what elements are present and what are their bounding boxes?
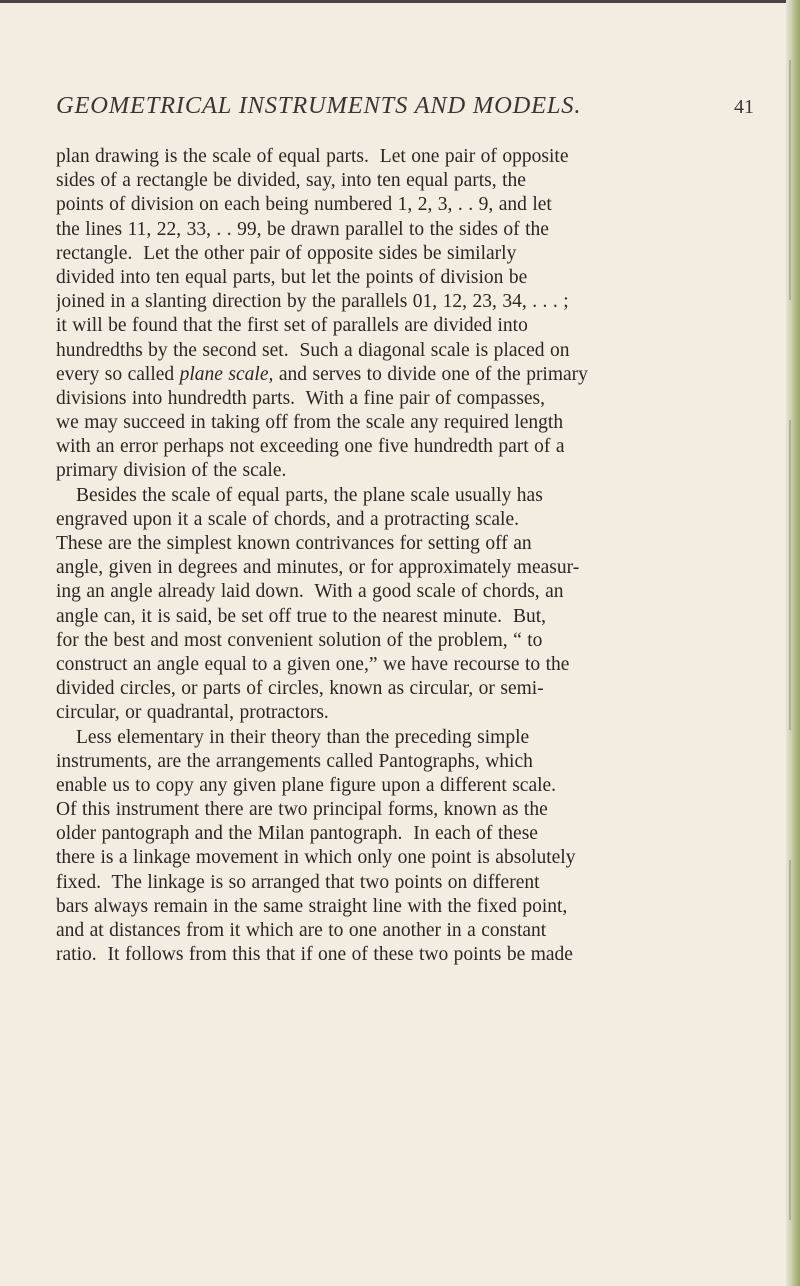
text-line xyxy=(56,411,772,435)
text-segment: bars always remain in the same straight line with the fixed point, xyxy=(56,895,568,917)
top-edge-rule xyxy=(0,0,790,3)
text-line xyxy=(56,822,772,846)
text-segment: divided into ten equal parts, but let the points of division be xyxy=(56,266,528,288)
text-line xyxy=(56,508,772,532)
paragraph xyxy=(56,726,772,968)
text-segment: hundredths by the second set. Such a diagonal scale is placed on xyxy=(56,339,570,361)
text-line xyxy=(56,677,772,701)
text-segment: divisions into hundredth parts. With a fine pair of compasses, xyxy=(56,387,546,409)
text-line xyxy=(56,459,772,483)
paragraph xyxy=(56,145,772,484)
text-segment: we may succeed in taking off from the scale any required length xyxy=(56,412,564,434)
body-text xyxy=(56,145,772,967)
text-segment: ing an angle already laid down. With a good scale of chords, an xyxy=(56,581,564,603)
text-segment: angle, given in degrees and minutes, or for approximately measur- xyxy=(56,557,580,579)
text-line xyxy=(56,774,772,798)
text-segment: rectangle. Let the other pair of opposite sides be similarly xyxy=(56,242,517,264)
text-segment: points of division on each being numbered 1, 2, 3, . . 9, and let xyxy=(56,194,552,216)
text-segment: every so called xyxy=(56,363,180,385)
text-segment: Less elementary in their theory than the preceding simple xyxy=(76,726,530,748)
text-line xyxy=(56,266,772,290)
text-segment: instruments, are the arrangements called Pantographs, which xyxy=(56,750,533,772)
text-segment: for the best and most convenient solution of the problem, “ to xyxy=(56,629,543,651)
italic-term: plane scale, xyxy=(179,363,274,385)
paragraph xyxy=(56,484,772,726)
text-line xyxy=(56,290,772,314)
page-number: 41 xyxy=(734,96,754,118)
text-segment: there is a linkage movement in which only one point is absolutely xyxy=(56,847,576,869)
text-segment: enable us to copy any given plane figure upon a different scale. xyxy=(56,774,557,796)
text-line xyxy=(56,701,772,725)
text-segment: angle can, it is said, be set off true to the nearest minute. But, xyxy=(56,605,546,627)
text-line xyxy=(56,943,772,967)
text-segment: construct an angle equal to a given one,” we have recourse to the xyxy=(56,653,570,675)
text-segment: older pantograph and the Milan pantograph. In each of these xyxy=(56,823,538,845)
text-segment: and serves to divide one of the primary xyxy=(273,363,588,385)
text-segment: ratio. It follows from this that if one of these two points be made xyxy=(56,944,573,966)
text-segment: fixed. The linkage is so arranged that two points on different xyxy=(56,871,540,893)
text-line xyxy=(56,218,772,242)
text-segment: circular, or quadrantal, protractors. xyxy=(56,702,329,724)
text-line xyxy=(56,629,772,653)
text-line xyxy=(56,580,772,604)
page-edge-binding xyxy=(786,0,800,1286)
text-segment: and at distances from it which are to one another in a constant xyxy=(56,920,547,941)
text-line xyxy=(56,193,772,217)
text-line xyxy=(56,363,772,387)
text-line xyxy=(56,532,772,556)
text-line xyxy=(56,314,772,338)
text-line xyxy=(56,435,772,459)
text-line xyxy=(56,339,772,363)
text-segment: plan drawing is the scale of equal parts. Let one pair of opposite xyxy=(56,146,569,167)
text-segment: it will be found that the first set of parallels are divided into xyxy=(56,315,528,337)
text-segment: the lines 11, 22, 33, . . 99, be drawn parallel to the sides of the xyxy=(56,218,549,240)
text-segment: with an error perhaps not exceeding one five hundredth part of a xyxy=(56,436,565,458)
text-line xyxy=(56,798,772,822)
text-line xyxy=(56,145,772,169)
text-line xyxy=(56,846,772,870)
text-line xyxy=(56,387,772,411)
running-title: GEOMETRICAL INSTRUMENTS AND MODELS. xyxy=(56,92,582,119)
text-segment: primary division of the scale. xyxy=(56,460,287,482)
text-segment: These are the simplest known contrivances for setting off an xyxy=(56,533,532,554)
text-line xyxy=(56,653,772,677)
text-line xyxy=(56,895,772,919)
running-header xyxy=(56,92,756,132)
text-line xyxy=(56,242,772,266)
text-line xyxy=(56,484,772,508)
text-line xyxy=(56,919,772,943)
text-segment: joined in a slanting direction by the parallels 01, 12, 23, 34, . . . ; xyxy=(56,291,569,313)
text-segment: sides of a rectangle be divided, say, into ten equal parts, the xyxy=(56,170,526,192)
text-line xyxy=(56,169,772,193)
text-line xyxy=(56,750,772,774)
text-segment: Of this instrument there are two principal forms, known as the xyxy=(56,799,548,821)
text-line xyxy=(56,726,772,750)
text-line xyxy=(56,871,772,895)
text-line xyxy=(56,605,772,629)
text-segment: divided circles, or parts of circles, known as circular, or semi- xyxy=(56,678,544,700)
text-segment: Besides the scale of equal parts, the plane scale usually has xyxy=(76,484,543,506)
text-line xyxy=(56,556,772,580)
text-segment: engraved upon it a scale of chords, and a protracting scale. xyxy=(56,508,519,530)
